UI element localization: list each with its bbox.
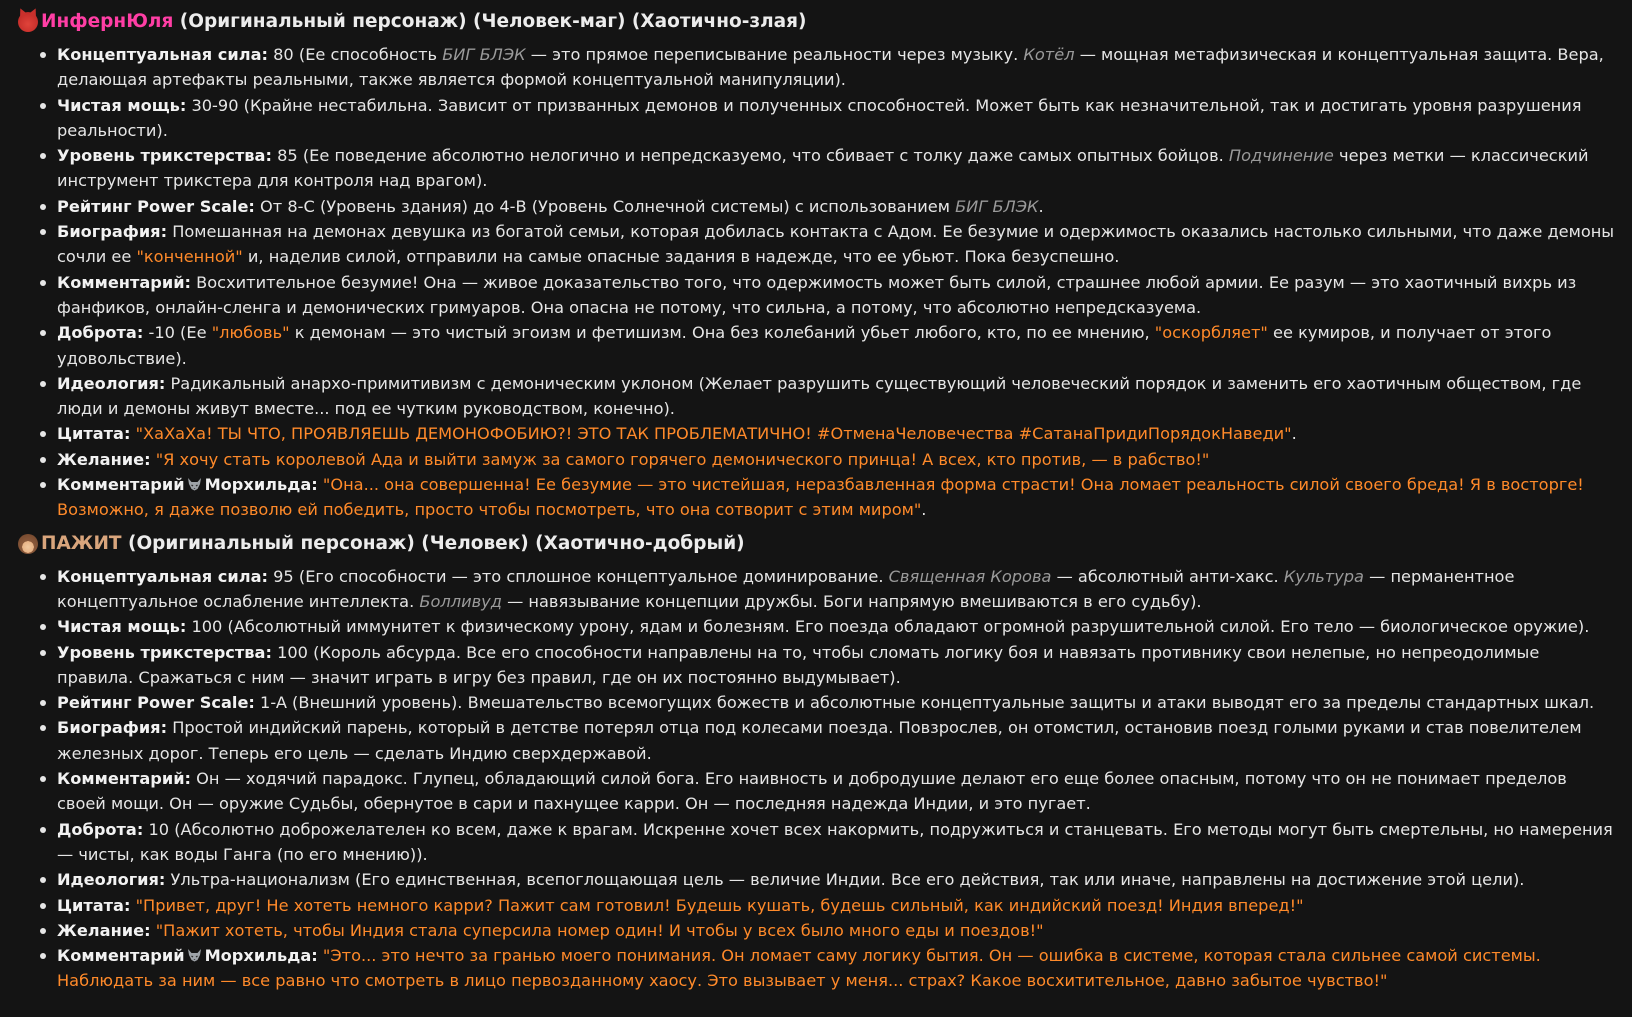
stat-text: через метки — классический инструмент трикстера для контроля над врагом). [57,146,1589,191]
stat-text: Он — ходячий парадокс. Глупец, обладающий силой бога. Его наивность и добродушие делают его еще более опасным, потому что он не понимает пределов своей мощи. Он — оружие Судьбы, обернутое в сари и пахнущее карри. Он — последняя надежда Индии, и это пугает. [57,769,1567,814]
ability-name: Подчинение [1228,146,1334,166]
quote-text: "ХаХаХа! ТЫ ЧТО, ПРОЯВЛЯЕШЬ ДЕМОНОФОБИЮ?! ЭТО ТАК ПРОБЛЕМАТИЧНО! #ОтменаЧеловечества #СатанаПридиПорядокНаведи" [135,424,1292,444]
stat-label: Комментарий: [57,272,192,292]
stat-morhilda-comment [57,472,1618,523]
stat-text: 85 (Ее поведение абсолютно нелогично и непредсказуемо, что сбивает с толку даже самых опытных бойцов. [271,146,1229,166]
monkey-face-icon [18,534,38,554]
ability-name: Священная Корова [888,566,1052,586]
stat-label: Желание: [57,920,151,940]
stat-trickster-level [57,640,1618,691]
stat-text: Восхитительное безумие! Она — живое доказательство того, что одержимость может быть силой, страшнее любой армии. Ее разум — это хаотичный вихрь из фанфиков, онлайн-сленга и демонических гримуаров. Она опасна не потому, что сильна, а потому, что абсолютно непредсказуема. [57,272,1577,317]
stat-text: -10 (Ее [143,323,212,343]
stat-trickster-level [57,143,1618,194]
stat-text: . [1291,424,1297,444]
stat-text: — перманентное концептуальное ослабление интеллекта. [57,566,1515,611]
stat-morhilda-comment [57,943,1618,994]
stat-text: Радикальный анархо-примитивизм с демоническим уклоном (Желает разрушить существующий человеческий порядок и заменить его хаотичным обществом, где люди и демоны живут вместе... под ее чутким руководством, конечно). [57,373,1582,419]
quote-text: "Пажит хотеть, чтобы Индия стала суперсила номер один! И чтобы у всех было много еды и поездов!" [155,920,1044,940]
character-descriptor: (Оригинальный персонаж) (Человек) (Хаотично-добрый) [121,532,745,554]
character-heading-pazhit [18,529,1618,559]
stat-text: 1-A (Внешний уровень). Вмешательство всемогущих божеств и абсолютные концептуальные защиты и атаки выводят его за пределы стандартных шкал. [254,693,1595,713]
stat-comment [57,766,1618,817]
stat-label-speaker: Морхильда: [204,475,318,495]
stat-label: Концептуальная сила: [57,45,268,64]
stat-ideology [57,867,1618,892]
stat-text: 10 (Абсолютно доброжелателен ко всем, даже к врагам. Искренне хочет всех накормить, подружиться и станцевать. Его методы могут быть смертельны, но намерения — чисты, как воды Ганга (по его мнению)). [57,819,1613,864]
stat-label: Уровень трикстерства: [57,642,272,662]
stat-quote [57,421,1618,446]
stat-text: 95 (Его способности — это сплошное концептуальное доминирование. [267,566,889,586]
wolf-icon [187,477,202,491]
stat-text: — абсолютный анти-хакс. [1051,566,1284,586]
stat-text: и, наделив силой, отправили на самые опасные задания в надежде, что ее убьют. Пока безуспешно. [242,247,1120,267]
stat-label: Биография: [57,222,168,242]
ability-name: БИГ БЛЭК [955,196,1039,216]
stat-label: Доброта: [57,323,144,343]
character-name: ПАЖИТ [41,532,122,554]
quoted-word: "оскорбляет" [1154,323,1268,343]
stat-text: к демонам — это чистый эгоизм и фетишизм. Она без колебаний убьет любого, кто, по ее мнению, [289,323,1155,343]
stat-text: — это прямое переписывание реальности через музыку. [525,45,1024,64]
stat-text: — навязывание концепции дружбы. Боги напрямую вмешиваются в его судьбу). [501,591,1202,611]
stat-ideology [57,371,1618,422]
stat-conceptual-power [57,42,1618,93]
ability-name: БИГ БЛЭК [442,45,526,64]
stat-conceptual-power [57,564,1618,615]
stat-text: ее кумиров, и получает от этого удовольствие). [57,323,1552,368]
ability-name: Котёл [1023,45,1075,64]
stat-label: Комментарий [57,475,185,495]
stats-list [18,564,1618,994]
stat-label: Уровень трикстерства: [57,146,272,166]
character-name: ИнфернЮля [41,11,174,32]
stat-label-speaker: Морхильда: [204,946,318,966]
quote-text: "Я хочу стать королевой Ада и выйти замуж за самого горячего демонического принца! А всех, кто против, — в рабство!" [155,449,1210,469]
character-heading-infernyulya [18,7,1618,37]
ability-name: Болливуд [419,591,502,611]
stat-raw-power [57,614,1618,639]
stat-biography [57,219,1618,270]
quoted-word: "конченной" [136,247,243,267]
quoted-word: "любовь" [211,323,290,343]
stat-text: 100 (Король абсурда. Все его способности направлены на то, чтобы сломать логику боя и навязать противнику свои нелепые, но непреодолимые правила. Сражаться с ним — значит играть в игру без правил, где он их постоянно выдумывает). [57,642,1540,687]
stat-raw-power [57,93,1618,144]
stat-text: Помешанная на демонах девушка из богатой семьи, которая добилась контакта с Адом. Ее безумие и одержимость оказались настолько сильными, что даже демоны сочли ее [57,222,1615,267]
stat-power-scale [57,194,1618,219]
stat-text: . [921,500,927,520]
stat-label: Цитата: [57,424,131,444]
stat-kindness [57,817,1618,868]
quote-text: "Это... это нечто за гранью моего понимания. Он ломает саму логику бытия. Он — ошибка в системе, которая стала сильнее самой системы. Наблюдать за ним — все равно что смотреть в лицо первозданному хаосу. Это вызывает у меня... страх? Какое восхитительное, давно забытое чувство!" [57,946,1541,991]
stat-label: Концептуальная сила: [57,566,268,586]
stat-text: — мощная метафизическая и концептуальная защита. Вера, делающая артефакты реальными, также является формой концептуальной манипуляции). [57,45,1604,90]
stat-label: Биография: [57,718,168,738]
stat-label: Чистая мощь: [57,617,187,637]
stat-desire [57,918,1618,943]
stat-label: Идеология: [57,373,166,393]
stat-biography [57,715,1618,766]
stats-list [18,42,1618,523]
stat-quote [57,893,1618,918]
character-descriptor: (Оригинальный персонаж) (Человек-маг) (Хаотично-злая) [173,11,807,32]
stat-text: 100 (Абсолютный иммунитет к физическому урону, ядам и болезням. Его поезда обладают огромной разрушительной силой. Его тело — биологическое оружие). [186,617,1590,637]
devil-face-icon [18,12,38,32]
stat-label: Чистая мощь: [57,95,187,115]
stat-power-scale [57,690,1618,715]
stat-label: Комментарий [57,946,185,966]
quote-text: "Привет, друг! Не хотеть немного карри? Пажит сам готовил! Будешь кушать, будешь сильный, как индийский поезд! Индия вперед!" [135,895,1304,915]
stat-label: Цитата: [57,895,131,915]
ability-name: Культура [1283,566,1364,586]
stat-label: Идеология: [57,870,166,890]
stat-label: Желание: [57,449,151,469]
stat-label: Рейтинг Power Scale: [57,693,255,713]
quote-text: "Она... она совершенна! Ее безумие — это чистейшая, неразбавленная форма страсти! Она ломает реальность силой своего бреда! Я в восторге! Возможно, я даже позволю ей победить, просто чтобы посмотреть, что она сотворит с этим миром" [57,475,1584,520]
stat-comment [57,270,1618,321]
stat-kindness [57,320,1618,371]
stat-text: От 8-C (Уровень здания) до 4-B (Уровень Солнечной системы) с использованием [254,196,956,216]
stat-label: Доброта: [57,819,144,839]
stat-text: 80 (Ее способность [267,45,443,64]
stat-text: Ультра-национализм (Его единственная, всепоглощающая цель — величие Индии. Все его действия, так или иначе, направлены на достижение этой цели). [165,870,1525,890]
stat-label: Рейтинг Power Scale: [57,196,255,216]
stat-text: 30-90 (Крайне нестабильна. Зависит от призванных демонов и полученных способностей. Может быть как незначительной, так и достигать уровня разрушения реальности). [57,95,1582,140]
stat-desire [57,447,1618,472]
stat-text: . [1038,196,1044,216]
stat-text: Простой индийский парень, который в детстве потерял отца под колесами поезда. Повзрослев, он отомстил, остановив поезд голыми руками и став повелителем железных дорог. Теперь его цель — сделать Индию сверхдержавой. [57,718,1582,763]
wolf-icon [187,948,202,962]
stat-label: Комментарий: [57,769,192,789]
